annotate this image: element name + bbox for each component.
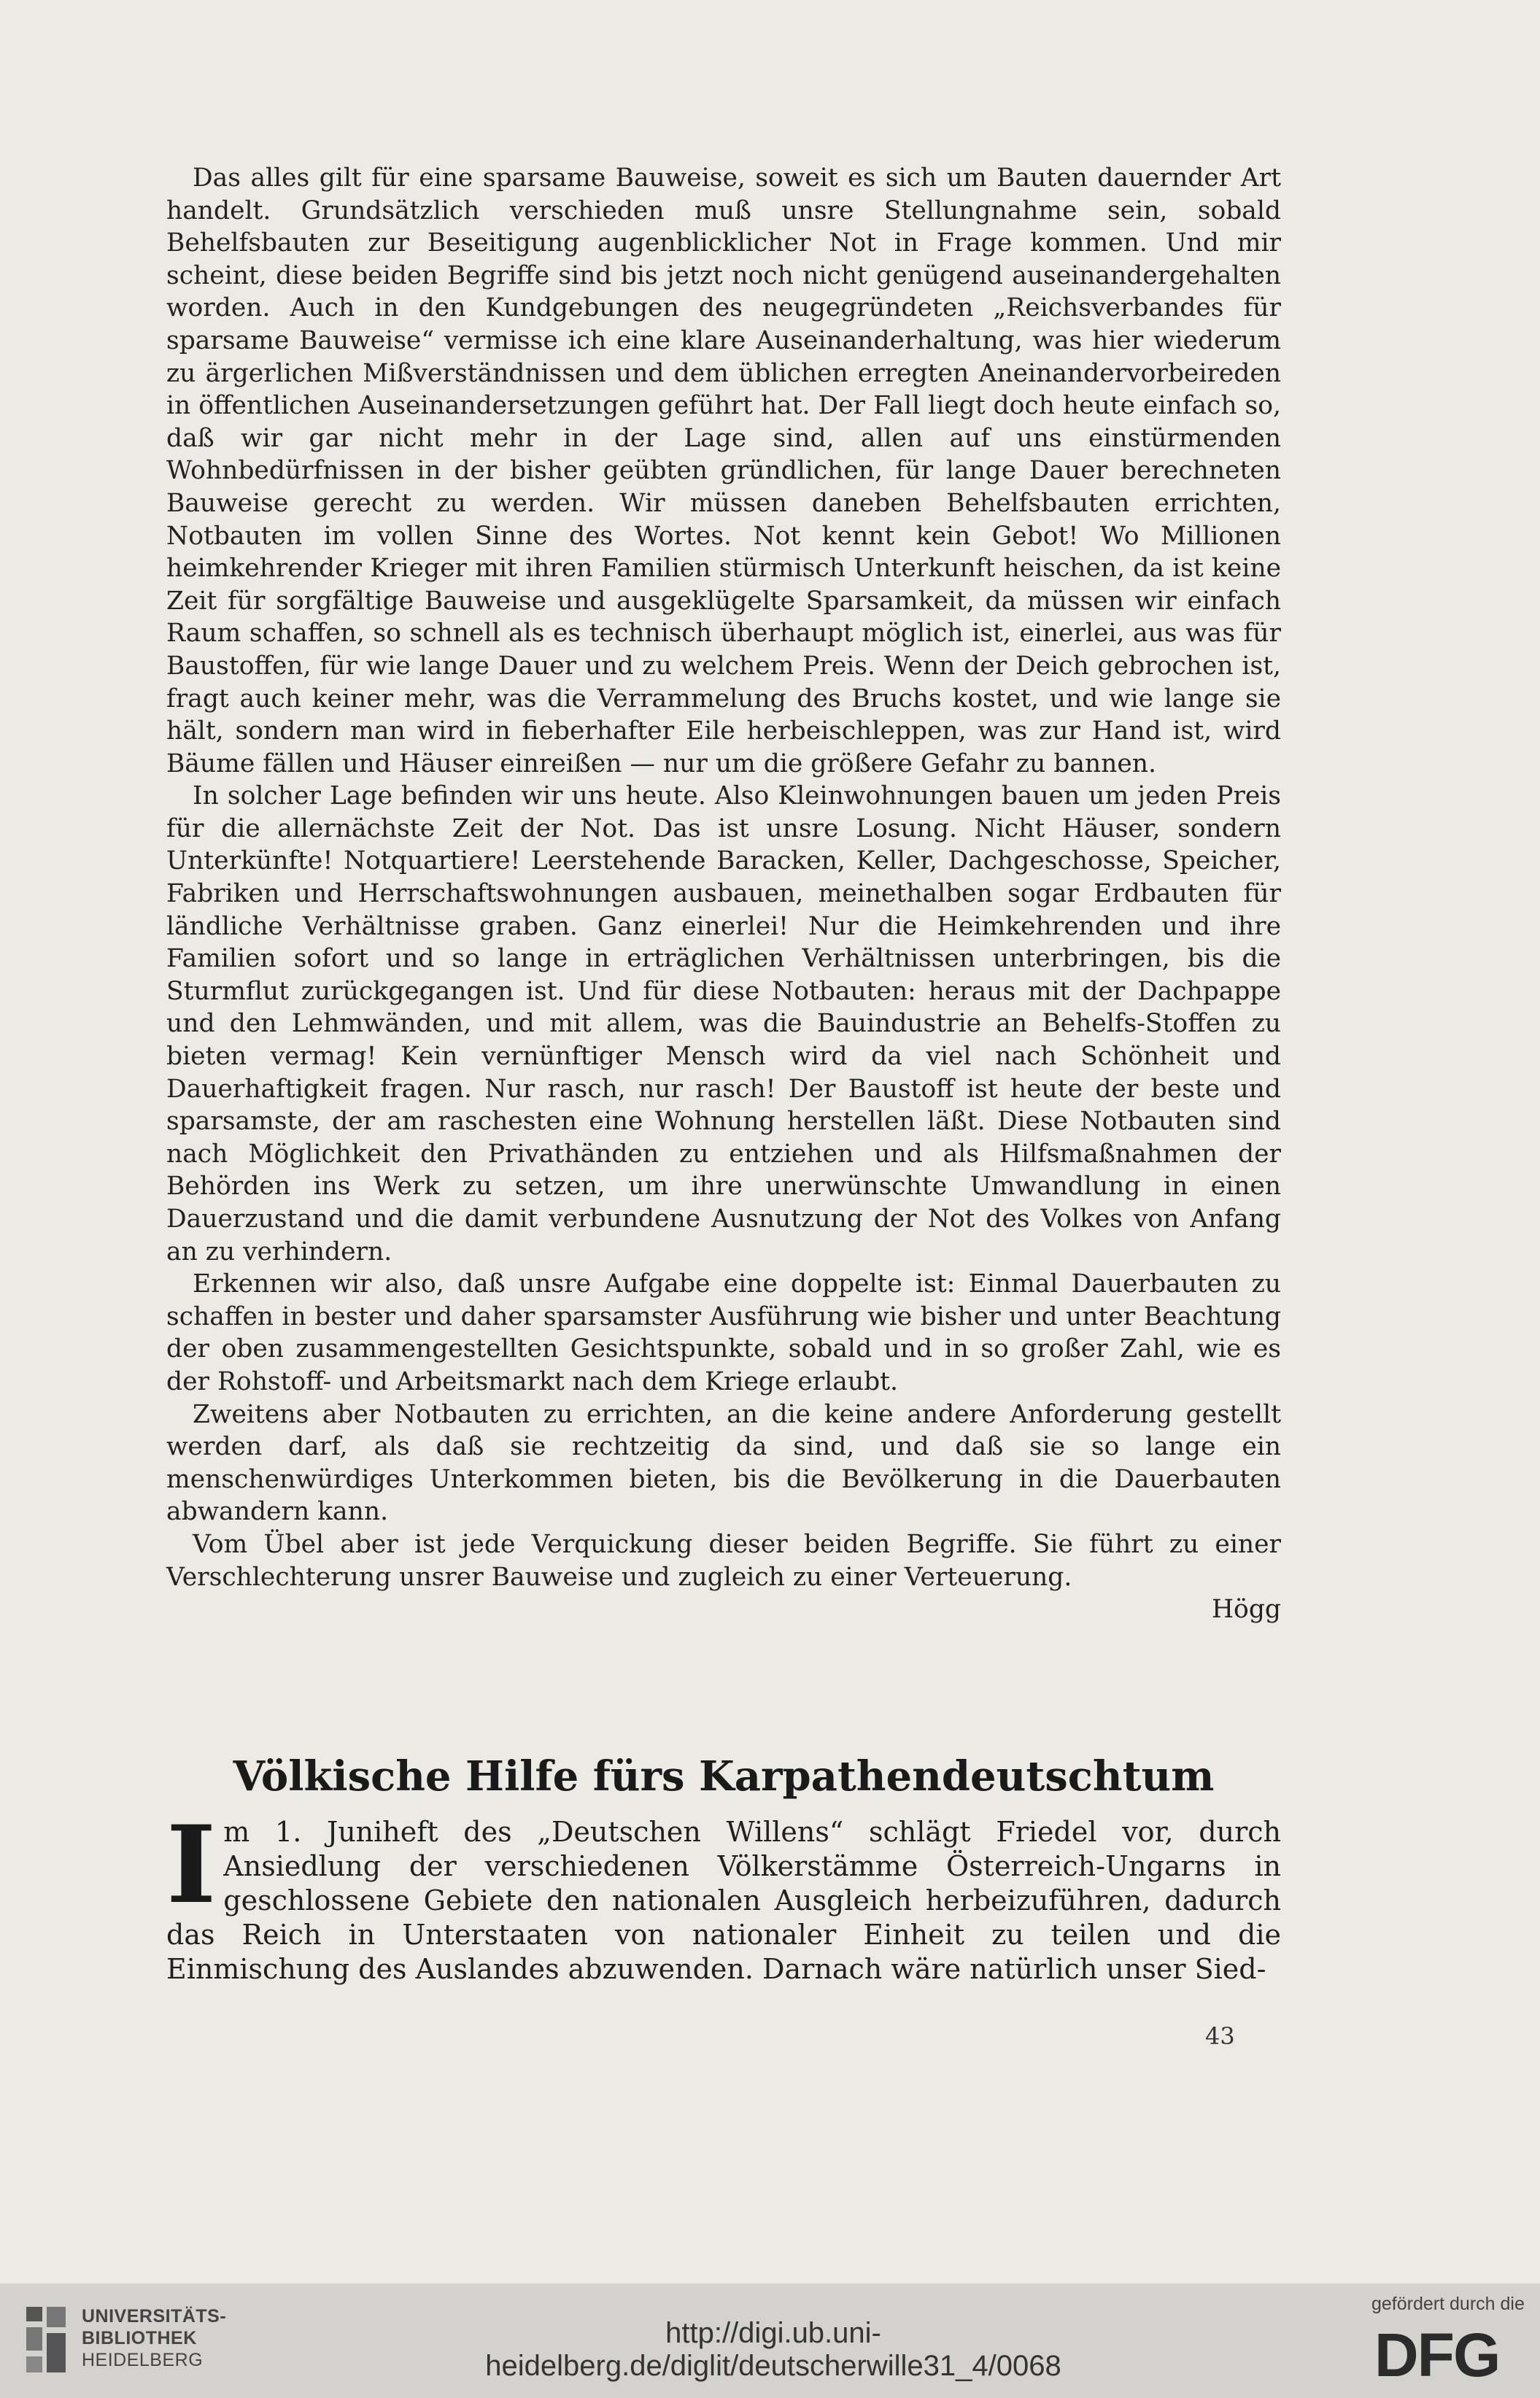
permalink-url[interactable]: http://digi.ub.uni-heidelberg.de/diglit/deutscherwille31_4/0068 bbox=[485, 2317, 1061, 2382]
library-line-3: HEIDELBERG bbox=[82, 2350, 204, 2370]
library-name bbox=[82, 2305, 226, 2371]
library-line-2: BIBLIOTHEK bbox=[82, 2328, 197, 2348]
page-number: 43 bbox=[1205, 2022, 1235, 2050]
footer-bar bbox=[0, 2283, 1540, 2398]
paragraph-2: In solcher Lage befinden wir uns heute. Also Kleinwohnungen bauen um jeden Preis für die allernächste Zeit der Not. Das ist unsre Losung. Nicht Häuser, sondern Unterkünfte! Notquartiere! Leerstehende Baracken, Keller, Dachgeschosse, Speicher, Fabriken und Herrschaftswohnungen ausbauen, meinethalben sogar Erdbauten für ländliche Verhältnisse graben. Ganz einerlei! Nur die Heimkehrenden und ihre Familien sofort und so lange in erträglichen Verhältnissen unterbringen, bis die Sturmflut zurückgegangen ist. Und für diese Notbauten: heraus mit der Dachpappe und den Lehmwänden, und mit allem, was die Bauindustrie an Behelfs-Stoffen zu bieten vermag! Kein vernünftiger Mensch wird da viel nach Schönheit und Dauerhaftigkeit fragen. Nur rasch, nur rasch! Der Baustoff ist heute der beste und sparsamste, der am raschesten eine Wohnung herstellen läßt. Diese Notbauten sind nach Möglichkeit den Privathänden zu entziehen und als Hilfsmaßnahmen der Behörden ins Werk zu setzen, um ihre unerwünschte Umwandlung in einen Dauerzustand und die damit verbundene Ausnutzung der Not des Volkes von Anfang an zu verhindern. bbox=[166, 781, 1281, 1266]
paragraph-3: Erkennen wir also, daß unsre Aufgabe eine doppelte ist: Einmal Dauerbauten zu schaffen in bester und daher sparsamster Ausführung wie bisher und unter Beachtung der oben zusammengestellten Gesichtspunkte, sobald und in so großer Zahl, wie es der Rohstoff- und Arbeitsmarkt nach dem Kriege erlaubt. bbox=[166, 1269, 1281, 1396]
article-text-bauweise bbox=[166, 162, 1281, 1626]
paragraph-4: Zweitens aber Notbauten zu errichten, an die keine andere Anforderung gestellt werden darf, als daß sie rechtzeitig da sind, und daß sie so lange ein menschenwürdiges Unterkommen bieten, bis die Bevölkerung in die Dauerbauten abwandern kann. bbox=[166, 1399, 1281, 1527]
funding-note: gefördert durch die bbox=[1371, 2294, 1525, 2314]
section-heading: Völkische Hilfe fürs Karpathendeutschtum bbox=[233, 1752, 1215, 1801]
drop-cap: I bbox=[166, 1803, 217, 1927]
article-body: m 1. Juniheft des „Deutschen Willens“ schlägt Friedel vor, durch Ansiedlung der verschiedenen Völkerstämme Österreich-Ungarns in geschlossene Gebiete den nationalen Ausgleich herbeizuführen, dadurch das Reich in Unterstaaten von nationaler Einheit zu teilen und die Einmischung des Auslandes abzuwenden. Darnach wäre natürlich unser Sied- bbox=[166, 1816, 1281, 1985]
author-signature: Högg bbox=[1211, 1595, 1281, 1625]
paragraph-5: Vom Übel aber ist jede Verquickung dieser beiden Begriffe. Sie führt zu einer Verschlechterung unsrer Bauweise und zugleich zu einer Verteuerung. bbox=[166, 1529, 1281, 1592]
paragraph-1: Das alles gilt für eine sparsame Bauweise, soweit es sich um Bauten dauernder Art handelt. Grundsätzlich verschieden muß unsre Stellungnahme sein, sobald Behelfsbauten zur Beseitigung augenblicklicher Not in Frage kommen. Und mir scheint, diese beiden Begriffe sind bis jetzt noch nicht genügend auseinandergehalten worden. Auch in den Kundgebungen des neugegründeten „Reichsverbandes für sparsame Bauweise“ vermisse ich eine klare Auseinanderhaltung, was hier wiederum zu ärgerlichen Mißverständnissen und dem üblichen erregten Aneinandervorbeireden in öffentlichen Auseinandersetzungen geführt hat. Der Fall liegt doch heute einfach so, daß wir gar nicht mehr in der Lage sind, allen auf uns einstürmenden Wohnbedürfnissen in der bisher geübten gründlichen, für lange Dauer berechneten Bauweise gerecht zu werden. Wir müssen daneben Behelfsbauten errichten, Notbauten im vollen Sinne des Wortes. Not kennt kein Gebot! Wo Millionen heimkehrender Krieger mit ihren Familien stürmisch Unterkunft heischen, da ist keine Zeit für sorgfältige Bauweise und ausgeklügelte Sparsamkeit, da müssen wir einfach Raum schaffen, so schnell als es technisch überhaupt möglich ist, einerlei, aus was für Baustoffen, für wie lange Dauer und zu welchem Preis. Wenn der Deich gebrochen ist, fragt auch keiner mehr, was die Verrammelung des Bruchs kostet, und wie lange sie hält, sondern man wird in fieberhafter Eile herbeischleppen, was zur Hand ist, wird Bäume fällen und Häuser einreißen — nur um die größere Gefahr zu bannen. bbox=[166, 163, 1281, 778]
dfg-logo: DFG bbox=[1374, 2321, 1500, 2389]
article-karpathen bbox=[166, 1803, 1281, 1987]
university-seal-icon bbox=[20, 2300, 71, 2380]
library-line-1: UNIVERSITÄTS- bbox=[82, 2306, 227, 2327]
